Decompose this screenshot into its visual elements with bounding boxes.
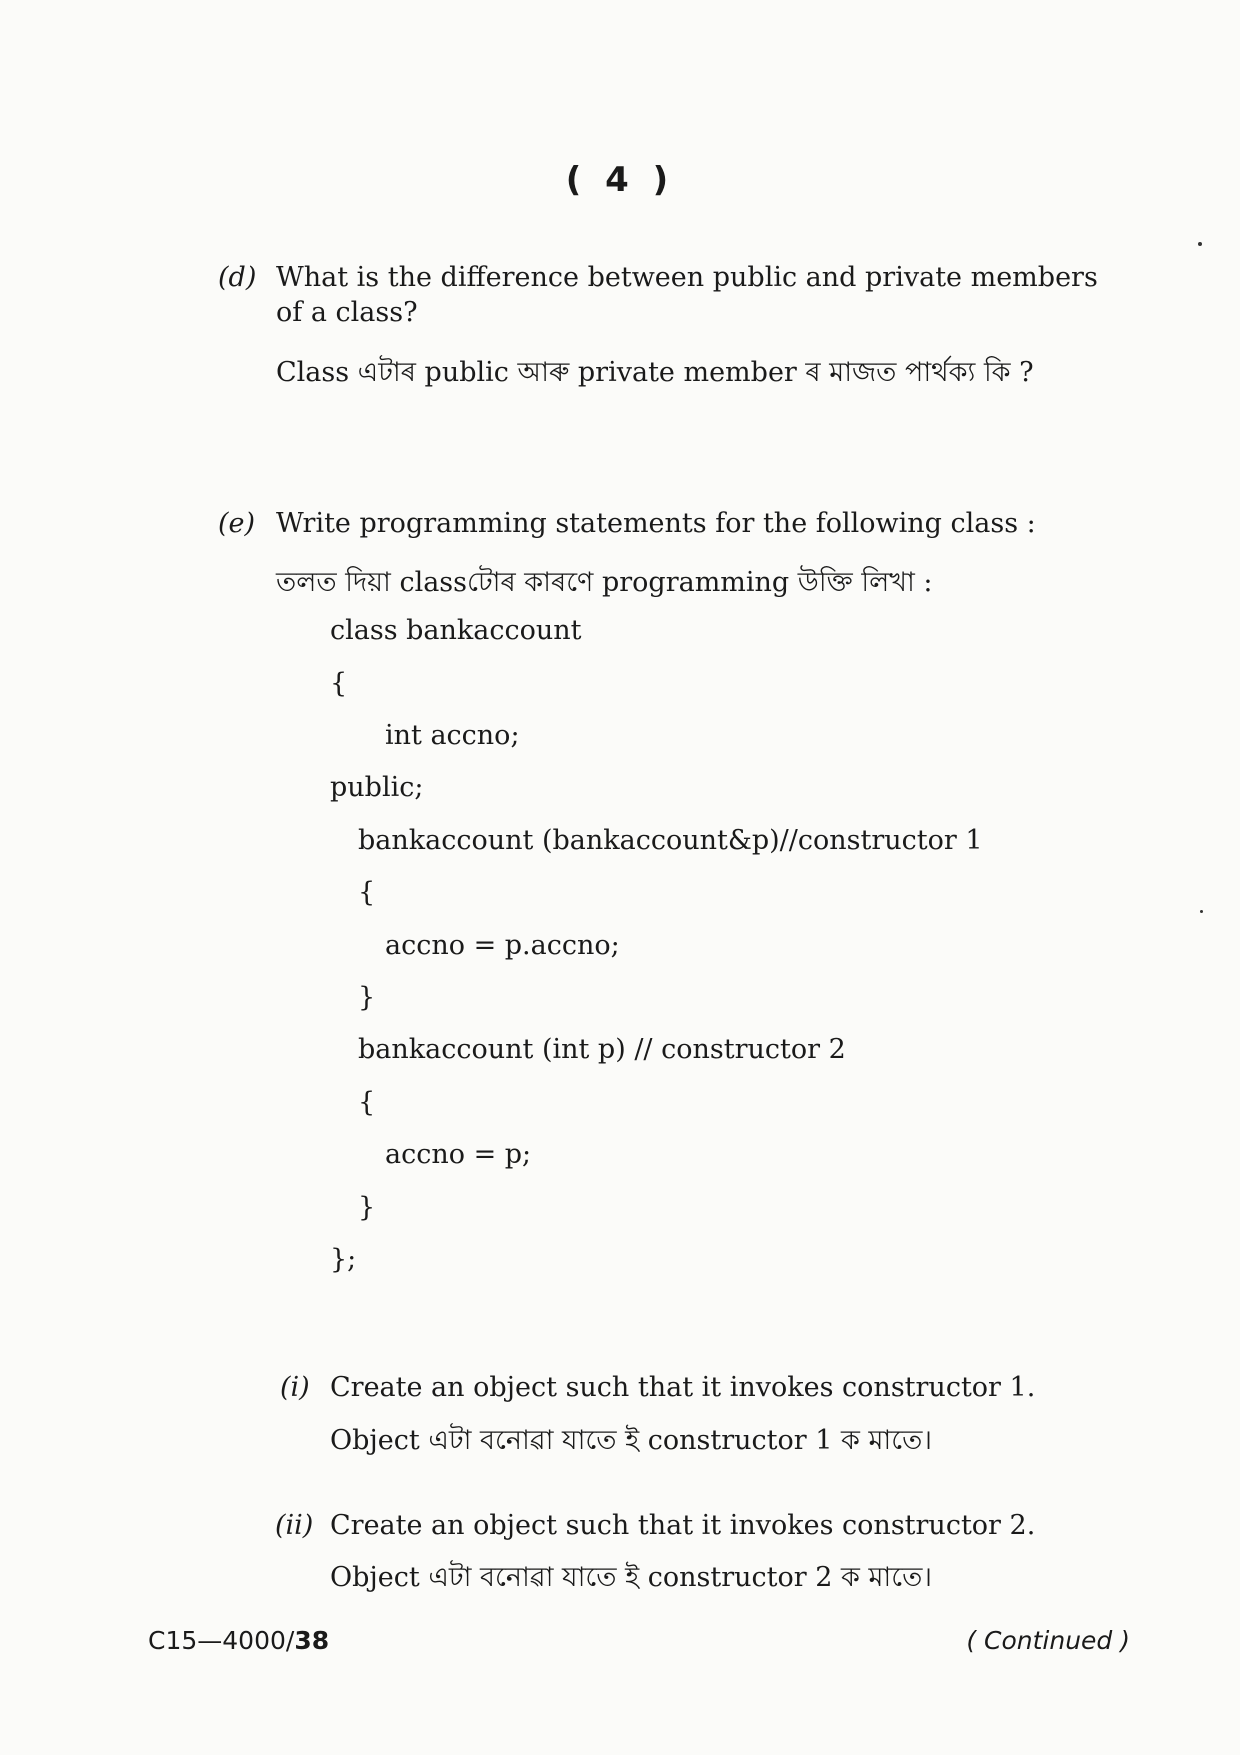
code-line: public; — [330, 772, 424, 803]
question-d-english-line2: of a class? — [276, 297, 418, 328]
code-line: bankaccount (bankaccount&p)//constructor 1 — [358, 825, 983, 856]
code-line: } — [358, 982, 376, 1013]
code-line: } — [358, 1192, 376, 1223]
paper-code-number: 38 — [294, 1626, 330, 1655]
page-number: ( 4 ) — [565, 160, 675, 200]
sub-i-label: (i) — [280, 1372, 310, 1403]
question-e-assamese: তলত দিয়া classটোৰ কাৰণে programming উক্তি লিখা : — [276, 567, 933, 598]
paper-code — [148, 1626, 329, 1655]
sub-i-assamese: Object এটা বনোৱা যাতে ই constructor 1 ক মাতে। — [330, 1425, 933, 1456]
code-line: { — [330, 668, 348, 699]
code-line: accno = p; — [385, 1139, 532, 1170]
code-line: bankaccount (int p) // constructor 2 — [358, 1034, 846, 1065]
code-line: accno = p.accno; — [385, 930, 620, 961]
code-line: { — [358, 877, 376, 908]
question-d-assamese: Class এটাৰ public আৰু private member ৰ মাজত পাৰ্থক্য কি ? — [276, 357, 1034, 388]
question-e-label: (e) — [218, 508, 256, 539]
code-line: class bankaccount — [330, 615, 582, 646]
question-e-english: Write programming statements for the following class : — [276, 508, 1036, 539]
paper-code-prefix: C15—4000/ — [148, 1626, 295, 1655]
code-line: int accno; — [385, 720, 520, 751]
sub-ii-label: (ii) — [275, 1510, 314, 1541]
scan-speck — [1200, 910, 1203, 913]
continued-note: ( Continued ) — [966, 1626, 1130, 1655]
sub-ii-english: Create an object such that it invokes constructor 2. — [330, 1510, 1036, 1541]
code-line: }; — [330, 1244, 357, 1275]
sub-ii-assamese: Object এটা বনোৱা যাতে ই constructor 2 ক মাতে। — [330, 1562, 933, 1593]
question-d-english-line1: What is the difference between public and private members — [276, 262, 1098, 293]
question-d-label: (d) — [218, 262, 257, 293]
code-line: { — [358, 1087, 376, 1118]
scan-speck — [1198, 242, 1202, 246]
sub-i-english: Create an object such that it invokes constructor 1. — [330, 1372, 1036, 1403]
